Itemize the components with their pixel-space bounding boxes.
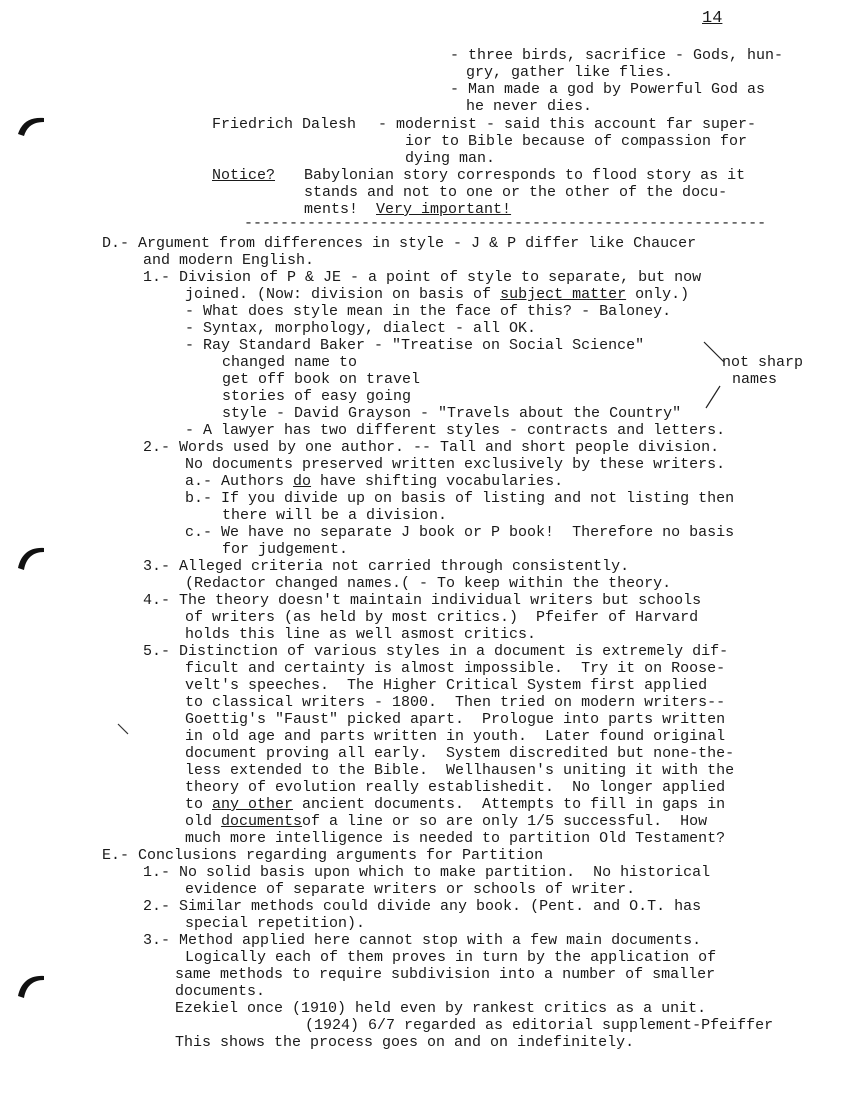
section-e-heading: E.- Conclusions regarding arguments for Partition [102,847,544,864]
d2-line-b: No documents preserved written exclusively by these writers. [185,456,726,473]
d2-line-e: there will be a division. [222,507,448,524]
e3-line-c: same methods to require subdivision into a number of smaller [175,966,716,983]
e3-line-a: 3.- Method applied here cannot stop with a few main documents. [143,932,702,949]
d2-line-d: b.- If you divide up on basis of listing and not listing then [185,490,735,507]
e3-line-b: Logically each of them proves in turn by the application of [185,949,717,966]
notice-line-2: stands and not to one or the other of the docu- [304,184,728,201]
d5-line-a: 5.- Distinction of various styles in a document is extremely dif- [143,643,729,660]
d1-line-c: - What does style mean in the face of this? - Baloney. [185,303,672,320]
notice-line-1: Babylonian story corresponds to flood story as it [304,167,746,184]
d1-line-e: - Ray Standard Baker - "Treatise on Social Science" [185,337,645,354]
d1-line-i: style - David Grayson - "Travels about the Country" [222,405,682,422]
dalesh-line-1: - modernist - said this account far super- [378,116,757,133]
d5-line-g: document proving all early. System discredited but none-the- [185,745,735,762]
dalesh-line-3: dying man. [405,150,496,167]
stray-mark [116,722,132,738]
d1-line-b: joined. (Now: division on basis of subject matter only.) [185,286,690,303]
binder-mark-2 [16,542,46,572]
d5-line-d: to classical writers - 1800. Then tried on modern writers-- [185,694,726,711]
d1-line-a: 1.- Division of P & JE - a point of style to separate, but now [143,269,702,286]
dalesh-line-2: ior to Bible because of compassion for [405,133,748,150]
d1-line-j: - A lawyer has two different styles - contracts and letters. [185,422,726,439]
binder-mark-3 [16,970,46,1000]
binder-mark-1 [16,112,46,138]
d5-line-e: Goettig's "Faust" picked apart. Prologue into parts written [185,711,726,728]
d5-line-f: in old age and parts written in youth. Later found original [185,728,726,745]
e1-line-a: 1.- No solid basis upon which to make partition. No historical [143,864,711,881]
section-d-heading-2: and modern English. [143,252,315,269]
notice-important: Very important! [376,201,512,218]
margin-note-2: names [732,371,778,388]
e2-line-b: special repetition). [185,915,366,932]
d1-line-f: changed name to [222,354,358,371]
d5-line-c: velt's speeches. The Higher Critical System first applied [185,677,708,694]
e3-line-d: documents. [175,983,266,1000]
section-d-heading: D.- Argument from differences in style - J & P differ like Chaucer [102,235,697,252]
d5-line-j: to any other ancient documents. Attempts to fill in gaps in [185,796,726,813]
d2-line-f: c.- We have no separate J book or P book! Therefore no basis [185,524,735,541]
e3-line-e: Ezekiel once (1910) held even by rankest critics as a unit. [175,1000,707,1017]
margin-note-1: not sharp [722,354,804,371]
top-line-1: - three birds, sacrifice - Gods, hun- [450,47,784,64]
margin-bracket-lines [700,336,730,426]
notice-ments: ments! [304,201,359,218]
page-number: 14 [702,9,723,28]
top-line-4: he never dies. [466,98,593,115]
d2-line-g: for judgement. [222,541,349,558]
d5-line-l: much more intelligence is needed to partition Old Testament? [185,830,726,847]
top-line-3: - Man made a god by Powerful God as [450,81,766,98]
d5-line-k: old documentsof a line or so are only 1/5 successful. How [185,813,708,830]
notice-label: Notice? [212,167,276,184]
d1-line-g: get off book on travel [222,371,421,388]
d5-line-h: less extended to the Bible. Wellhausen's uniting it with the [185,762,735,779]
separator-rule: ---------------------------------------------------------- [244,215,767,232]
d4-line-b: of writers (as held by most critics.) Pfeifer of Harvard [185,609,699,626]
d5-line-i: theory of evolution really establishedit. No longer applied [185,779,726,796]
d2-line-c: a.- Authors do have shifting vocabularies. [185,473,564,490]
d3-line-b: (Redactor changed names.( - To keep within the theory. [185,575,672,592]
d3-line-a: 3.- Alleged criteria not carried through consistently. [143,558,630,575]
d2-line-a: 2.- Words used by one author. -- Tall and short people division. [143,439,720,456]
d4-line-c: holds this line as well asmost critics. [185,626,537,643]
d5-line-b: ficult and certainty is almost impossible. Try it on Roose- [185,660,726,677]
d1-line-h: stories of easy going [222,388,412,405]
e3-line-g: This shows the process goes on and on indefinitely. [175,1034,635,1051]
d1-line-d: - Syntax, morphology, dialect - all OK. [185,320,537,337]
e3-line-f: (1924) 6/7 regarded as editorial supplement-Pfeiffer [305,1017,774,1034]
dalesh-name: Friedrich Dalesh [212,116,357,133]
top-line-2: gry, gather like flies. [466,64,674,81]
e1-line-b: evidence of separate writers or schools of writer. [185,881,636,898]
d4-line-a: 4.- The theory doesn't maintain individual writers but schools [143,592,702,609]
e2-line-a: 2.- Similar methods could divide any book. (Pent. and O.T. has [143,898,702,915]
